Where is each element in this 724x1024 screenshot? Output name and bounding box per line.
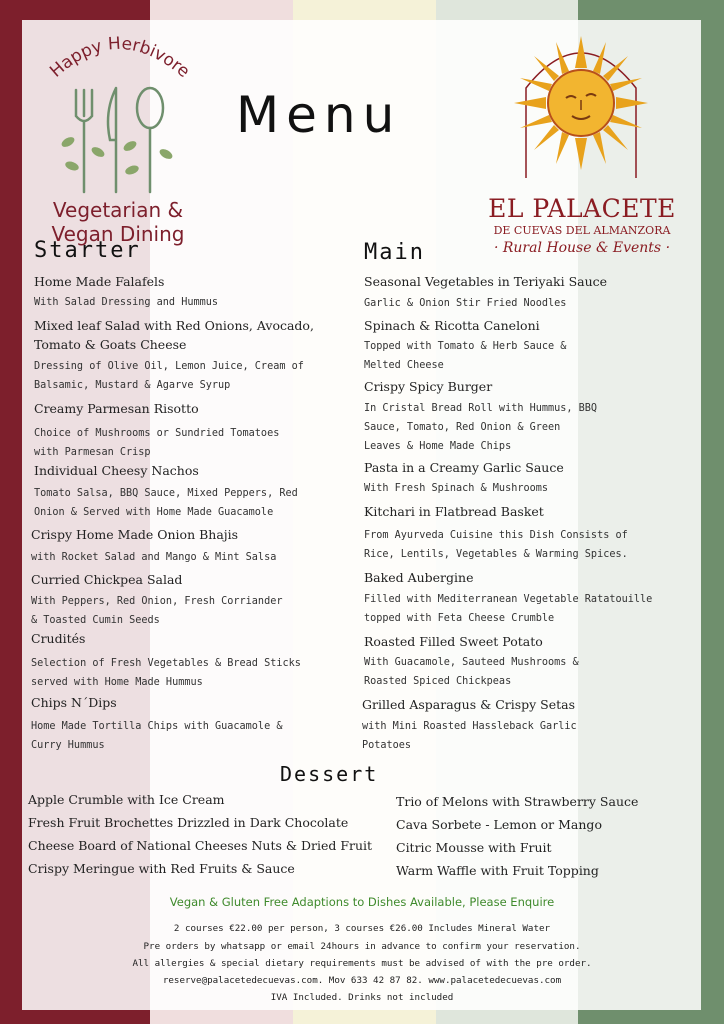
dessert-item: Crispy Meringue with Red Fruits & Sauce <box>28 861 295 876</box>
main-item-desc: With Fresh Spinach & Mushrooms <box>364 483 549 494</box>
dessert-item: Cava Sorbete - Lemon or Mango <box>396 817 602 832</box>
starter-item-desc: Choice of Mushrooms or Sundried Tomatoes <box>34 428 280 439</box>
starter-item-desc: with Parmesan Crisp <box>34 447 151 458</box>
dessert-item: Trio of Melons with Strawberry Sauce <box>396 794 639 809</box>
page-title: Menu <box>236 86 402 144</box>
adaptions-note: Vegan & Gluten Free Adaptions to Dishes Available, Please Enquire <box>169 895 555 909</box>
starter-item-desc: served with Home Made Hummus <box>31 677 203 688</box>
dessert-item: Citric Mousse with Fruit <box>396 840 552 855</box>
dessert-item: Fresh Fruit Brochettes Drizzled in Dark Chocolate <box>28 815 349 830</box>
starter-heading: Starter <box>34 238 141 263</box>
main-item-desc: In Cristal Bread Roll with Hummus, BBQ <box>364 403 598 414</box>
brand-tagline: · Rural House & Events · <box>493 240 671 256</box>
main-item-name: Spinach & Ricotta Caneloni <box>364 318 540 333</box>
main-item-desc: Rice, Lentils, Vegetables & Warming Spices. <box>364 549 628 560</box>
footer-line: IVA Included. Drinks not included <box>270 992 454 1003</box>
starter-item-desc: & Toasted Cumin Seeds <box>31 615 160 626</box>
dessert-item: Apple Crumble with Ice Cream <box>28 792 225 807</box>
main-heading: Main <box>364 240 425 265</box>
main-item-name: Pasta in a Creamy Garlic Sauce <box>364 460 564 475</box>
main-item-name: Roasted Filled Sweet Potato <box>364 634 543 649</box>
footer-line: Pre orders by whatsapp or email 24hours in advance to confirm your reservation. <box>143 941 581 952</box>
logo-line-2: Vegan Dining <box>51 222 185 246</box>
main-item-desc: Filled with Mediterranean Vegetable Ratatouille <box>364 594 653 605</box>
main-item-desc: Sauce, Tomato, Red Onion & Green <box>364 422 561 433</box>
main-item-name: Kitchari in Flatbread Basket <box>364 504 544 519</box>
footer-contact[interactable]: reserve@palacetedecuevas.com. Mov 633 42 87 82. www.palacetedecuevas.com <box>162 975 562 986</box>
main-item-desc: Topped with Tomato & Herb Sauce & <box>364 341 567 352</box>
brand-name: EL PALACETE <box>488 194 676 223</box>
dessert-heading: Dessert <box>280 762 379 786</box>
starter-item-name: Crispy Home Made Onion Bhajis <box>31 527 239 542</box>
main-item-desc: Roasted Spiced Chickpeas <box>364 676 512 687</box>
starter-item-desc: Balsamic, Mustard & Agarve Syrup <box>34 380 231 391</box>
starter-item-name: Individual Cheesy Nachos <box>34 463 199 478</box>
starter-item-name: Tomato & Goats Cheese <box>34 337 187 352</box>
starter-item-desc: with Rocket Salad and Mango & Mint Salsa <box>31 552 277 563</box>
sun-icon <box>506 28 656 178</box>
dessert-item: Warm Waffle with Fruit Topping <box>396 863 599 878</box>
el-palacete-logo <box>476 28 688 258</box>
footer-line: 2 courses €22.00 per person, 3 courses €26.00 Includes Mineral Water <box>173 923 551 934</box>
main-item-desc: With Guacamole, Sauteed Mushrooms & <box>364 657 579 668</box>
main-item-name: Crispy Spicy Burger <box>364 379 493 394</box>
main-item-desc: From Ayurveda Cuisine this Dish Consists of <box>364 530 628 541</box>
cutlery-icon <box>58 82 178 197</box>
main-item-name: Grilled Asparagus & Crispy Setas <box>362 697 576 712</box>
starter-item-desc: Curry Hummus <box>31 740 105 751</box>
starter-item-desc: With Peppers, Red Onion, Fresh Corriander <box>31 596 283 607</box>
starter-item-name: Curried Chickpea Salad <box>31 572 183 587</box>
main-item-desc: Potatoes <box>362 740 412 751</box>
happy-herbivore-logo <box>38 22 198 246</box>
starter-item-name: Mixed leaf Salad with Red Onions, Avocado, <box>34 318 314 333</box>
starter-item-desc: Home Made Tortilla Chips with Guacamole & <box>31 721 283 732</box>
footer-line: All allergies & special dietary requirements must be advised of with the pre order. <box>132 958 592 969</box>
brand-subtitle: DE CUEVAS DEL ALMANZORA <box>493 224 671 237</box>
starter-item-desc: Tomato Salsa, BBQ Sauce, Mixed Peppers, Red <box>34 488 298 499</box>
starter-item-desc: Dressing of Olive Oil, Lemon Juice, Cream of <box>34 361 304 372</box>
svg-text:Happy Herbivore: Happy Herbivore <box>46 33 194 82</box>
starter-item-desc: Selection of Fresh Vegetables & Bread Sticks <box>31 658 301 669</box>
starter-item-name: Home Made Falafels <box>34 274 165 289</box>
main-item-desc: with Mini Roasted Hassleback Garlic <box>362 721 577 732</box>
main-item-desc: topped with Feta Cheese Crumble <box>364 613 555 624</box>
main-item-desc: Melted Cheese <box>364 360 444 371</box>
dessert-item: Cheese Board of National Cheeses Nuts & Dried Fruit <box>28 838 373 853</box>
main-item-name: Baked Aubergine <box>364 570 474 585</box>
main-item-desc: Leaves & Home Made Chips <box>364 441 512 452</box>
logo-line-1: Vegetarian & <box>52 198 184 222</box>
main-item-name: Seasonal Vegetables in Teriyaki Sauce <box>364 274 608 289</box>
main-item-desc: Garlic & Onion Stir Fried Noodles <box>364 298 567 309</box>
starter-item-desc: Onion & Served with Home Made Guacamole <box>34 507 274 518</box>
starter-item-desc: With Salad Dressing and Hummus <box>34 297 219 308</box>
starter-item-name: Chips N´Dips <box>31 695 117 710</box>
starter-item-name: Creamy Parmesan Risotto <box>34 401 199 416</box>
starter-item-name: Crudités <box>31 631 86 646</box>
